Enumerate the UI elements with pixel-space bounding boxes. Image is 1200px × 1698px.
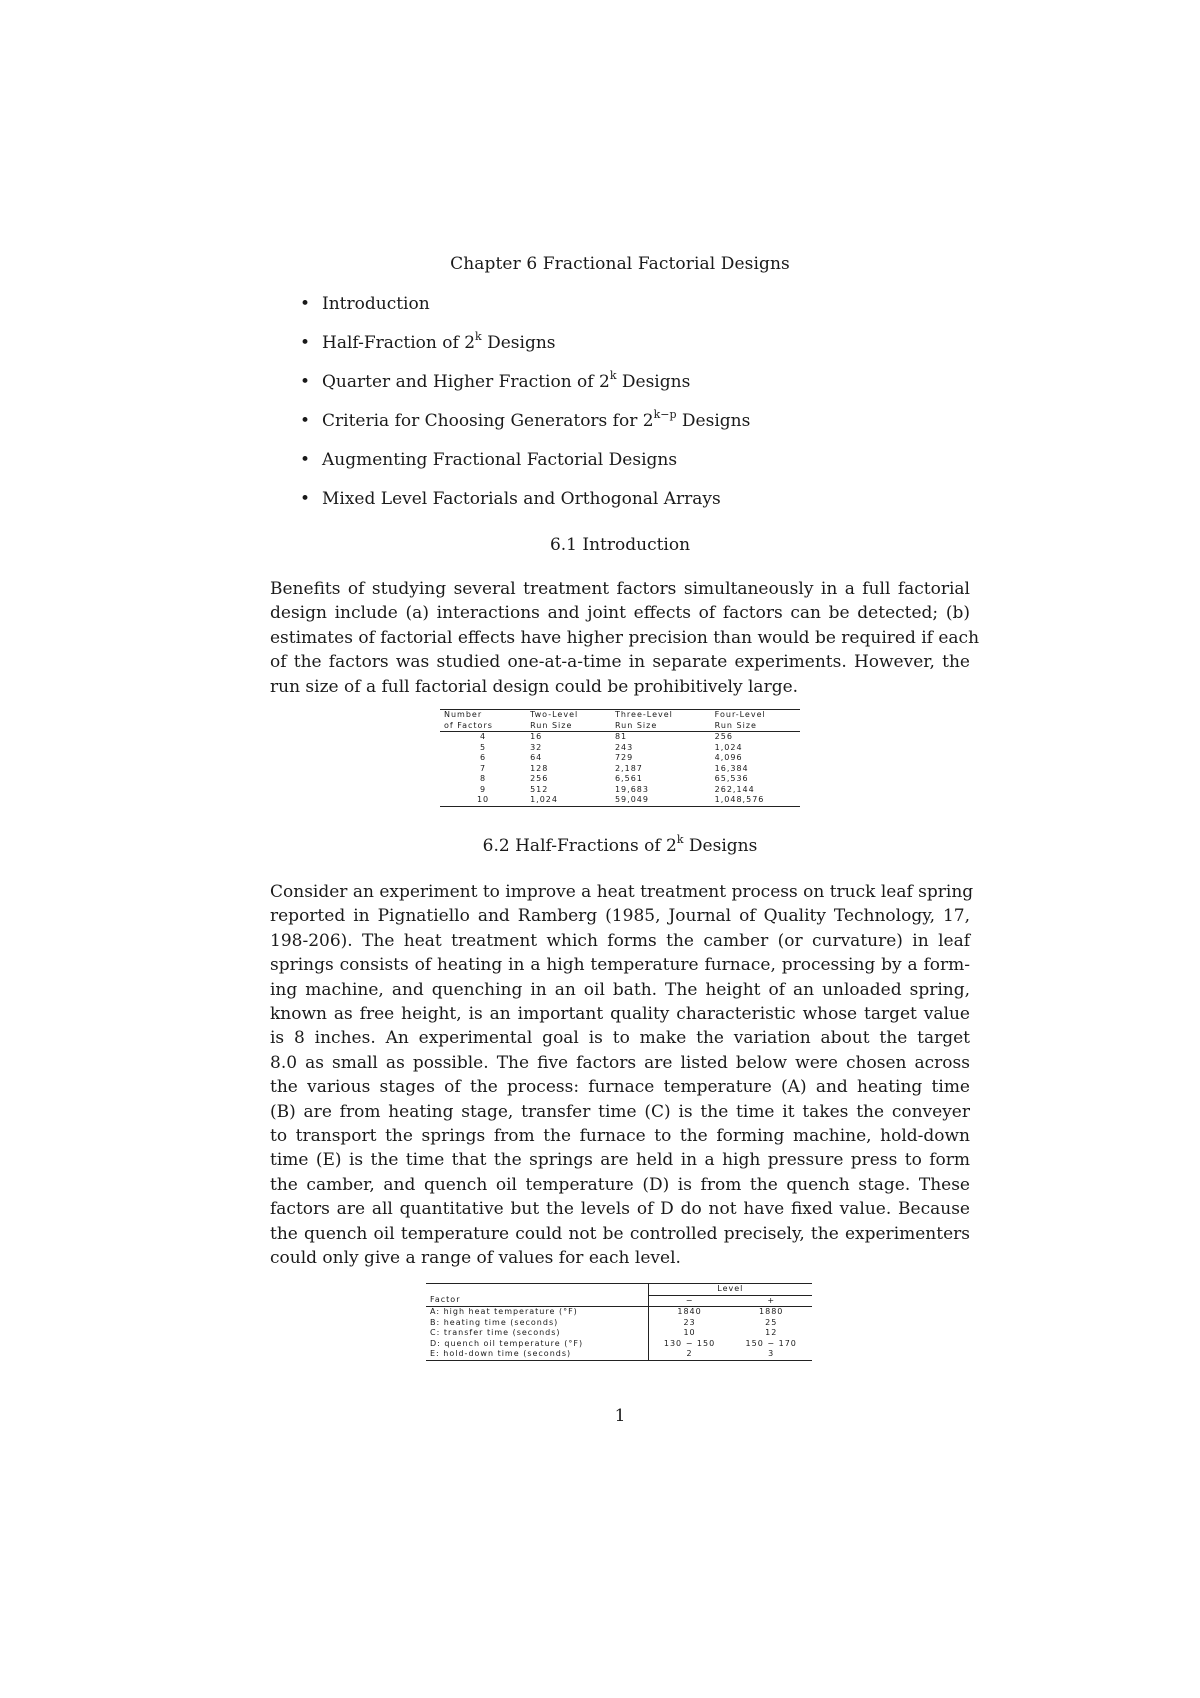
outline-text-suffix: Designs [676, 411, 751, 431]
paragraph-line: design include (a) interactions and joint effects of factors can be detected; (b) [270, 603, 970, 624]
chapter-title: Chapter 6 Fractional Factorial Designs [450, 254, 790, 274]
table-row [440, 732, 800, 743]
table-header-cell [426, 1284, 648, 1296]
paragraph-line: time (E) is the time that the springs are held in a high pressure press to form [270, 1150, 970, 1171]
table-cell: B: heating time (seconds) [430, 1317, 559, 1327]
outline-text: Augmenting Fractional Factorial Designs [322, 450, 678, 470]
table-cell: 10 [648, 1328, 730, 1339]
table-header-cell: Run Size [526, 721, 611, 732]
outline-text: Quarter and Higher Fraction of 2 [322, 372, 610, 392]
table-row [426, 1318, 812, 1329]
table-cell: 4 [479, 732, 487, 741]
table-header-cell: Run Size [711, 721, 800, 732]
heading-text-suffix: Designs [683, 836, 758, 856]
bullet-icon: • [300, 333, 311, 353]
table-header-cell: of Factors [440, 721, 526, 732]
table-cell: 12 [765, 1328, 778, 1337]
bullet-icon: • [300, 294, 311, 314]
table-row [426, 1307, 812, 1318]
table-cell: 19,683 [614, 784, 649, 794]
table-cell: 65,536 [714, 774, 749, 783]
table-header-row [440, 721, 800, 732]
table-cell: 3 [768, 1349, 775, 1358]
table-cell: 64 [530, 753, 543, 762]
table-cell: 729 [614, 753, 634, 762]
paragraph-line: estimates of factorial effects have higher precision than would be required if each [270, 627, 980, 648]
paragraph-line: the various stages of the process: furnace temperature (A) and heating time [270, 1077, 970, 1098]
paragraph-line: Consider an experiment to improve a heat treatment process on truck leaf spring [270, 882, 974, 902]
factor-level-table [426, 1283, 812, 1361]
paragraph-line: springs consists of heating in a high temperature furnace, processing by a form- [270, 955, 970, 976]
table-header-row [426, 1284, 812, 1296]
table-cell: 6,561 [614, 774, 643, 783]
paragraph-line: factors are all quantitative but the levels of D do not have fixed value. Because [270, 1199, 970, 1220]
table-header-row [426, 1295, 812, 1307]
bullet-icon: • [300, 450, 311, 470]
table-row [440, 785, 800, 796]
paragraph-line: the quench oil temperature could not be controlled precisely, the experimenters [270, 1223, 970, 1244]
chapter-outline [300, 293, 750, 527]
minus-header: − [648, 1295, 730, 1307]
table-cell: 7 [479, 763, 487, 773]
paragraph-line: reported in Pignatiello and Ramberg (1985, Journal of Quality Technology, 17, [270, 906, 970, 927]
paragraph-line: could only give a range of values for each level. [270, 1248, 681, 1269]
outline-text: Introduction [322, 294, 430, 314]
table-cell: 59,049 [614, 795, 649, 804]
table-header-cell: Four-Level [714, 710, 766, 719]
outline-text: Criteria for Choosing Generators for 2 [322, 411, 654, 431]
table-header-row [440, 710, 800, 721]
paragraph-line: the camber, and quench oil temperature (D) is from the quench stage. These [270, 1174, 970, 1195]
level-header: Level [648, 1284, 812, 1296]
paragraph-line: is 8 inches. An experimental goal is to make the variation about the target [270, 1028, 970, 1049]
table-cell: 128 [530, 763, 549, 773]
table-header-cell: Three-Level [614, 710, 673, 719]
table-cell: 8 [479, 774, 487, 783]
table-cell: 256 [714, 732, 733, 741]
table-header-cell: Run Size [611, 721, 711, 732]
section-paragraph [270, 577, 980, 699]
table-cell: 1,048,576 [714, 795, 765, 804]
run-size-table [440, 709, 800, 807]
outline-item [300, 410, 750, 449]
section-heading [0, 833, 1200, 856]
table-cell: 1880 [759, 1307, 784, 1316]
table-cell: 81 [614, 732, 628, 741]
paragraph-line: to transport the springs from the furnace to the forming machine, hold-down [270, 1126, 970, 1147]
paragraph-line: ing machine, and quenching in an oil bath. The height of an unloaded spring, [270, 979, 970, 1000]
table-row [426, 1328, 812, 1339]
table-cell: 23 [648, 1318, 730, 1329]
outline-item [300, 371, 750, 410]
table-cell: 2,187 [614, 763, 643, 773]
table-cell: 262,144 [714, 784, 755, 794]
page-number: 1 [614, 1406, 626, 1426]
table-row [426, 1349, 812, 1360]
bullet-icon: • [300, 489, 311, 509]
table-row [440, 753, 800, 764]
heading-superscript: k [676, 833, 684, 846]
table-cell: 243 [614, 742, 634, 752]
outline-superscript: k [475, 330, 482, 343]
table-row [440, 795, 800, 806]
table-cell: 512 [530, 784, 549, 794]
table-cell: A: high heat temperature (°F) [430, 1307, 578, 1316]
table-cell: 25 [765, 1317, 778, 1327]
bullet-icon: • [300, 372, 311, 392]
outline-superscript: k−p [653, 408, 677, 421]
section-paragraph [270, 880, 974, 1271]
paragraph-line: (B) are from heating stage, transfer time (C) is the time it takes the conveyer [270, 1101, 970, 1122]
section-heading: 6.1 Introduction [549, 535, 691, 555]
table-cell: 2 [648, 1349, 730, 1360]
outline-item [300, 293, 750, 332]
outline-text: Half-Fraction of 2 [322, 333, 476, 353]
table-row [426, 1339, 812, 1350]
table-cell: E: hold-down time (seconds) [430, 1349, 572, 1358]
outline-superscript: k [609, 369, 617, 382]
paragraph-line: 198-206). The heat treatment which forms the camber (or curvature) in leaf [270, 930, 970, 951]
table-cell: 1840 [648, 1307, 730, 1318]
table-cell: 32 [530, 742, 543, 752]
table-cell: 16,384 [714, 763, 749, 773]
table-cell: 1,024 [714, 742, 743, 752]
outline-text-suffix: Designs [616, 372, 691, 392]
paragraph-line: Benefits of studying several treatment factors simultaneously in a full factorial [270, 579, 970, 599]
paragraph-line: 8.0 as small as possible. The five factors are listed below were chosen across [270, 1052, 970, 1073]
table-cell: 16 [530, 732, 543, 741]
table-header-cell: Two-Level [530, 710, 579, 719]
outline-item [300, 449, 750, 488]
table-cell: 6 [479, 753, 487, 762]
table-cell: 9 [479, 784, 487, 794]
outline-item [300, 488, 750, 527]
table-row [440, 764, 800, 775]
table-cell: 10 [476, 795, 490, 804]
table-cell: C: transfer time (seconds) [430, 1328, 561, 1337]
paragraph-line: of the factors was studied one-at-a-time in separate experiments. However, the [270, 652, 970, 673]
paragraph-line: known as free height, is an important quality characteristic whose target value [270, 1004, 970, 1025]
paragraph-line: run size of a full factorial design could be prohibitively large. [270, 676, 799, 697]
outline-item [300, 332, 750, 371]
bullet-icon: • [300, 411, 311, 431]
table-cell: D: quench oil temperature (°F) [430, 1338, 584, 1348]
table-cell: 5 [479, 742, 487, 752]
heading-text: 6.2 Half-Fractions of 2 [482, 836, 677, 856]
table-cell: 256 [530, 774, 549, 783]
table-cell: 4,096 [714, 753, 743, 762]
plus-header: + [730, 1295, 812, 1307]
table-row [440, 743, 800, 754]
table-row [440, 774, 800, 785]
table-cell: 1,024 [530, 795, 558, 804]
table-cell: 130 − 150 [648, 1339, 730, 1350]
outline-text: Mixed Level Factorials and Orthogonal Arrays [322, 489, 721, 509]
table-header-cell: Number [444, 710, 483, 719]
outline-text-suffix: Designs [481, 333, 556, 353]
table-cell: 150 − 170 [745, 1338, 797, 1348]
factor-header: Factor [426, 1295, 648, 1307]
